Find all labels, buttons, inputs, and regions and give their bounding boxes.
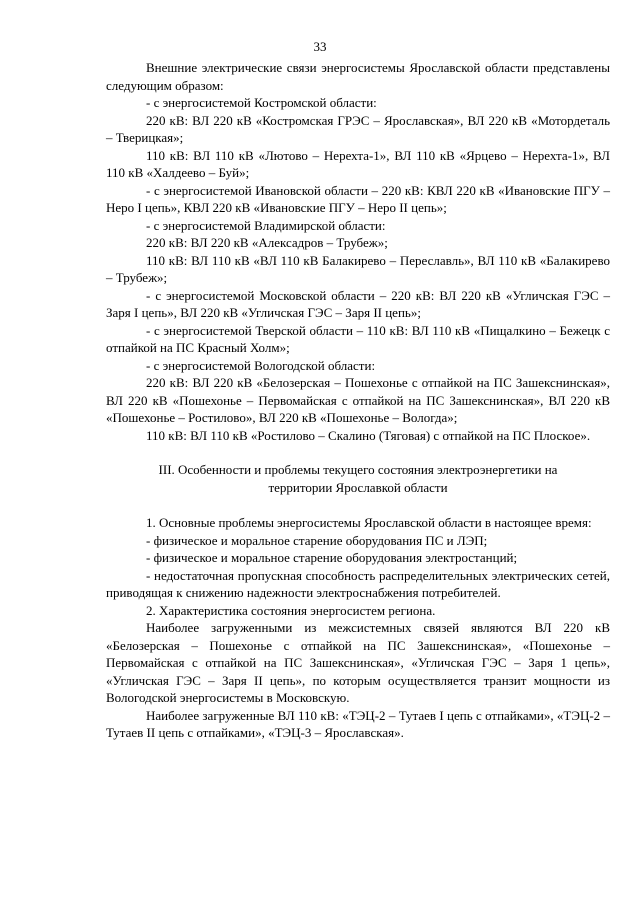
list-item: - с энергосистемой Костромской области: xyxy=(146,95,377,110)
paragraph: 110 кВ: ВЛ 110 кВ «Лютово – Нерехта-1», ВЛ 110 кВ «Ярцево – Нерехта-1», ВЛ 110 кВ «Халдеево – Буй»; xyxy=(106,147,610,180)
paragraph: 220 кВ: ВЛ 220 кВ «Белозерская – Пошехонье с отпайкой на ПС Зашекснинская», ВЛ 220 кВ «Пошехонье – Первомайская с отпайкой на ПС Зашекснинская», ВЛ 220 кВ «Пошехонье – Ростилово», ВЛ 220 кВ «Пошехонье – Вологда»; xyxy=(106,375,610,425)
list-item: - с энергосистемой Вологодской области: xyxy=(146,357,376,373)
list-item: - с энергосистемой Московской области – 220 кВ: ВЛ 220 кВ «Угличская ГЭС – Заря I цепь», ВЛ 220 кВ «Угличская ГЭС – Заря II цепь»; xyxy=(106,287,610,320)
paragraph: 110 кВ: ВЛ 110 кВ «Ростилово – Скалино (Тяговая) с отпайкой на ПС Плоское». xyxy=(146,427,591,443)
paragraph: Внешние электрические связи энергосистемы Ярославской области представлены следующим образом: xyxy=(106,60,610,93)
paragraph: Наиболее загруженные ВЛ 110 кВ: «ТЭЦ-2 – Тутаев I цепь с отпайками», «ТЭЦ-2 – Тутаев II цепь с отпайками», «ТЭЦ-3 – Ярославская». xyxy=(106,707,610,740)
list-item: - физическое и моральное старение оборудования электростанций; xyxy=(146,550,518,565)
paragraph: 220 кВ: ВЛ 220 кВ «Алексадров – Трубеж»; xyxy=(146,235,388,250)
list-item: - недостаточная пропускная способность распределительных электрических сетей, приводящая к снижению надежности электроснабжения потребителей. xyxy=(106,567,610,600)
paragraph: 220 кВ: ВЛ 220 кВ «Костромская ГРЭС – Ярославская», ВЛ 220 кВ «Мотордеталь – Тверицкая»; xyxy=(106,112,610,145)
document-body xyxy=(106,59,610,742)
list-item: - физическое и моральное старение оборудования ПС и ЛЭП; xyxy=(146,532,488,548)
paragraph: Наиболее загруженными из межсистемных связей являются ВЛ 220 кВ «Белозерская – Пошехонье с отпайкой на ПС Зашекснинская», «Пошехонье – Первомайская с отпайкой на ПС Зашекснинская», «Угличская ГЭС – Заря 1 цепь», «Угличская ГЭС – Заря II цепь», по которым осуществляется транзит мощности из Вологодской энергосистемы в Московскую. xyxy=(106,620,610,705)
list-item: - с энергосистемой Владимирской области: xyxy=(146,217,386,233)
page-number: 33 xyxy=(313,39,327,54)
paragraph: 110 кВ: ВЛ 110 кВ «ВЛ 110 кВ Балакирево – Переславль», ВЛ 110 кВ «Балакирево – Трубеж»; xyxy=(106,252,610,285)
paragraph: 2. Характеристика состояния энергосистем региона. xyxy=(146,602,436,618)
paragraph: 1. Основные проблемы энергосистемы Ярославской области в настоящее время: xyxy=(146,515,592,530)
list-item: - с энергосистемой Ивановской области – 220 кВ: КВЛ 220 кВ «Ивановские ПГУ – Неро I цепь», КВЛ 220 кВ «Ивановские ПГУ – Неро II цепь»; xyxy=(106,182,610,215)
list-item: - с энергосистемой Тверской области – 110 кВ: ВЛ 110 кВ «Пищалкино – Бежецк с отпайкой на ПС Красный Холм»; xyxy=(106,322,610,355)
section-heading: III. Особенности и проблемы текущего состояния электроэнергетики на территории Ярославкой области xyxy=(158,462,558,495)
